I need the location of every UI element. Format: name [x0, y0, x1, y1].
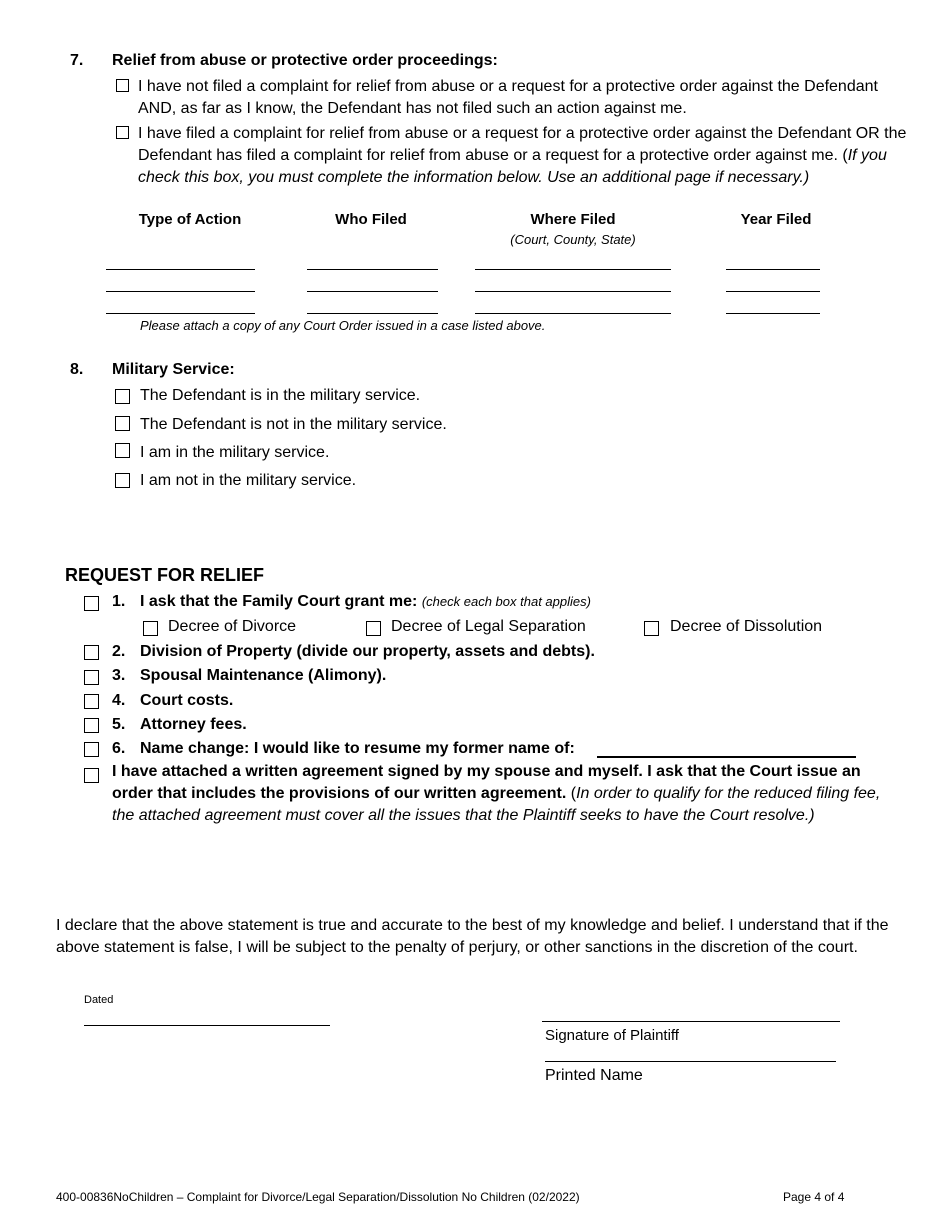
where-filed-field[interactable]	[475, 269, 671, 270]
military-self-not-label: I am not in the military service.	[140, 472, 357, 489]
military-self-in-checkbox[interactable]	[115, 443, 130, 458]
col-where-filed: Where Filed	[530, 211, 616, 228]
where-filed-field[interactable]	[475, 313, 671, 314]
item-5-checkbox[interactable]	[84, 718, 99, 733]
item-4-label: Court costs.	[140, 692, 234, 709]
footer-form-id: 400-00836NoChildren – Complaint for Divorce/Legal Separation/Dissolution No Children (02/2022)	[56, 1190, 580, 1204]
military-defendant-in-label: The Defendant is in the military service.	[140, 387, 421, 404]
agreement-bold-text: I have attached a written agreement signed by my spouse and myself. I ask that the Court issue an order that includes the provisions of our written agreement.	[112, 763, 861, 802]
section-8-title: Military Service:	[112, 361, 235, 378]
who-filed-field[interactable]	[307, 269, 438, 270]
item-6-label: Name change: I would like to resume my former name of:	[140, 740, 575, 757]
dated-field[interactable]	[84, 1025, 330, 1026]
agreement-text-block	[112, 761, 902, 827]
military-self-not-checkbox[interactable]	[115, 473, 130, 488]
year-filed-field[interactable]	[726, 269, 820, 270]
former-name-field[interactable]	[597, 756, 856, 758]
military-defendant-not-checkbox[interactable]	[115, 416, 130, 431]
year-filed-field[interactable]	[726, 313, 820, 314]
printed-name-field[interactable]	[545, 1061, 836, 1062]
item-1-label: I ask that the Family Court grant me:	[140, 593, 418, 610]
filed-instructions: If you check this box, you must complete the information below. Use an additional page if necessary.)	[138, 147, 887, 186]
type-of-action-field[interactable]	[106, 313, 255, 314]
item-5-number: 5.	[112, 716, 126, 733]
item-5-label: Attorney fees.	[140, 716, 247, 733]
declaration-text: I declare that the above statement is true and accurate to the best of my knowledge and belief. I understand that if the above statement is false, I will be subject to the penalty of perjury, or other sanctions in the discretion of the court.	[56, 917, 889, 956]
agreement-paren: (	[566, 785, 577, 802]
attach-note: Please attach a copy of any Court Order issued in a case listed above.	[140, 318, 546, 333]
col-where-filed-sub: (Court, County, State)	[510, 232, 636, 247]
item-1-number: 1.	[112, 593, 126, 610]
item-1-note: (check each box that applies)	[421, 594, 591, 609]
military-defendant-in-checkbox[interactable]	[115, 389, 130, 404]
agreement-checkbox[interactable]	[84, 768, 99, 783]
section-8-number: 8.	[70, 361, 84, 378]
decree-divorce-label: Decree of Divorce	[168, 618, 297, 635]
where-filed-field[interactable]	[475, 291, 671, 292]
military-self-in-label: I am in the military service.	[140, 444, 330, 461]
item-6-number: 6.	[112, 740, 126, 757]
footer-page-number: Page 4 of 4	[783, 1190, 845, 1204]
item-2-label: Division of Property (divide our property, assets and debts).	[140, 643, 595, 660]
item-4-checkbox[interactable]	[84, 694, 99, 709]
decree-dissolution-checkbox[interactable]	[644, 621, 659, 636]
filed-checkbox[interactable]	[116, 126, 129, 139]
col-who-filed: Who Filed	[335, 211, 407, 228]
item-3-checkbox[interactable]	[84, 670, 99, 685]
item-4-number: 4.	[112, 692, 126, 709]
agreement-italic-text: In order to qualify for the reduced filing fee, the attached agreement must cover all the issues that the Plaintiff seeks to have the Court resolve.)	[112, 785, 881, 824]
filed-text-block	[138, 123, 918, 189]
item-2-number: 2.	[112, 643, 126, 660]
decree-separation-checkbox[interactable]	[366, 621, 381, 636]
item-3-number: 3.	[112, 667, 126, 684]
dated-label: Dated	[84, 994, 114, 1006]
decree-dissolution-label: Decree of Dissolution	[670, 618, 823, 635]
request-heading: REQUEST FOR RELIEF	[65, 565, 265, 585]
military-defendant-not-label: The Defendant is not in the military service.	[140, 416, 447, 433]
who-filed-field[interactable]	[307, 291, 438, 292]
printed-name-label: Printed Name	[545, 1067, 643, 1084]
section-7-number: 7.	[70, 52, 84, 69]
item-2-checkbox[interactable]	[84, 645, 99, 660]
who-filed-field[interactable]	[307, 313, 438, 314]
type-of-action-field[interactable]	[106, 291, 255, 292]
col-year-filed: Year Filed	[740, 211, 812, 228]
filed-text: I have filed a complaint for relief from abuse or a request for a protective order against the Defendant OR the Defendant has filed a complaint for relief from abuse or a request for a protective order against me. (	[138, 125, 907, 164]
decree-separation-label: Decree of Legal Separation	[391, 618, 586, 635]
decree-divorce-checkbox[interactable]	[143, 621, 158, 636]
item-3-label: Spousal Maintenance (Alimony).	[140, 667, 387, 684]
type-of-action-field[interactable]	[106, 269, 255, 270]
item-1-checkbox[interactable]	[84, 596, 99, 611]
signature-field[interactable]	[542, 1021, 840, 1022]
signature-label: Signature of Plaintiff	[545, 1027, 679, 1044]
col-type-of-action: Type of Action	[138, 211, 242, 228]
section-7-title: Relief from abuse or protective order proceedings:	[112, 52, 498, 69]
item-6-checkbox[interactable]	[84, 742, 99, 757]
not-filed-checkbox[interactable]	[116, 79, 129, 92]
year-filed-field[interactable]	[726, 291, 820, 292]
item-1-row	[140, 593, 591, 611]
not-filed-text: I have not filed a complaint for relief from abuse or a request for a protective order against the Defendant AND, as far as I know, the Defendant has not filed such an action against me.	[138, 78, 878, 117]
